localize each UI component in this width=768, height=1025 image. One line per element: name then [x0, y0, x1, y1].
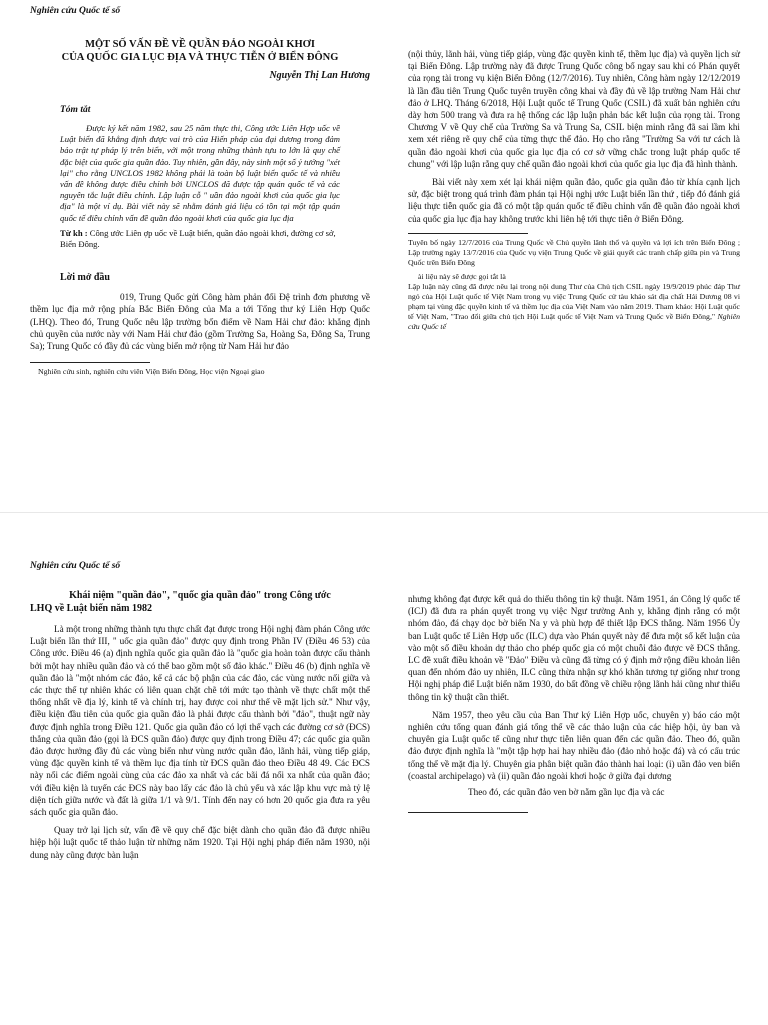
intro-heading: Lời mở đầu [60, 272, 110, 284]
footnote-3-text: Lập luận này cũng đã được nêu lại trong nội dung Thư của Chủ tịch CSIL ngày 19/9/2019 phúc đáp Thư ngỏ của Hội Luật quốc tế Việt Nam trong vụ việc Trung Quốc cử tàu khảo sát địa chất Hải Dương 08 vi phạm tại vùng đặc quyền kinh tế và thềm lục địa của Việt Nam vào năm 2019. Tham khảo: Hội Luật quốc tế Việt Nam, "Trao đổi giữa chủ tịch Hội Luật quốc tế Việt Nam và Trung Quốc về Biển Đông," [408, 281, 740, 321]
journal-header-2: Nghiên cứu Quốc tế số [30, 561, 121, 571]
page-one [0, 0, 768, 512]
abstract-heading: Tóm tắt [60, 105, 91, 115]
left-paragraph-2: Quay trở lại lịch sử, vấn đề về quy chế đặc biệt dành cho quần đảo đã được nhiều hiệp hội luật quốc tế thảo luận từ những năm 1920. Tại Hội nghị pháp điển năm 1930, nội dung này cũng được bàn luận [30, 825, 370, 860]
article-title-line1: MỘT SỐ VẤN ĐỀ VỀ QUẦN ĐẢO NGOÀI KHƠI [85, 39, 315, 50]
page-two-left-column [30, 561, 370, 861]
footnote-3-journal: Nghiên cứu Quốc tế [408, 311, 740, 331]
keywords-label: Từ kh : [60, 227, 88, 238]
right-paragraph-1: (nội thủy, lãnh hải, vùng tiếp giáp, vùng đặc quyền kinh tế, thềm lục địa) và quyền lịch sử tại Biển Đông. Lập trường này đã được Trung Quốc công bố ngay sau khi có Phán quyết của rọng tài trong vụ kiện Biển Đông (12/7/2016). Tuy nhiên, Công hàm ngày 12/12/2019 là lần đầu tiên Trung Quốc tuyên truyền công khai và đầy đủ về lập trường Nam Hải chư đảo ở LHQ. Tháng 6/2018, Hội Luật quốc tế Trung Quốc (CSIL) đã xuất bản nghiên cứu dày hơn 500 trang và đưa ra hệ thống các lập luận phản bác kết luận của rọng tài. Trong Chương V về Quy chế của Trường Sa và Trung Sa, CSIL biện minh rằng đã sai lầm khi xem xét riêng rẽ quy chế của từng thực thể đảo. Họ cho rằng "Trường Sa với tư cách là quần đảo ngoài khơi của quốc gia lục địa có cơ sở vững chắc trong luật pháp quốc tế chung" với lập luận rằng quy chế quần đảo ngoài khơi của quốc gia lục địa đã hình thành. [408, 49, 740, 169]
section-heading [30, 589, 370, 615]
footnote-divider [30, 362, 150, 363]
right-paragraph-1: nhưng không đạt được kết quả do thiếu thông tin kỹ thuật. Năm 1951, án Công lý quốc tế (ICJ) đã đưa ra phán quyết trong vụ việc Ngư trường Anh y, khẳng định rằng có một nhóm đảo, đá chạy dọc bờ biển Na y và phù hợp để thiết lập ĐCS thẳng. Năm 1956 Ủy ban Luật quốc tế Liên Hợp uốc (ILC) dựa vào Phán quyết này để đưa một số kết luận của vào một số điều khoản dự thảo cho phép quốc gia có một chuỗi đảo được vẽ ĐCS thẳng. LC đề xuất điều khoản về "Đảo" Điều và cũng đã từng có ý định mở rộng điều khoản liên quan đến nhóm đảo uy nhiên, ILC cũng thừa nhận sự khó khăn tương tự giống như trong Hội nghị pháp điể Luật biển năm 1930, do bất đồng về chiều rộng lãnh hải cũng như thiếu thông tin kỹ thuật cần thiết. [408, 594, 740, 702]
keywords [60, 228, 340, 250]
keywords-text: Công ước Liên ợp uốc về Luật biển, quần đảo ngoài khơi, đường cơ sở, Biển Đông. [60, 227, 336, 250]
right-paragraph-3: Theo đó, các quần đảo ven bờ nằm gần lục địa và các [468, 787, 665, 798]
abstract-text: Được ký kết năm 1982, sau 25 năm thực thi, Công ước Liên Hợp uốc về Luật biển đã khẳng định được vai trò của Hiến pháp của đại dương trong đảm bảo trật tự pháp lý trên biển, với một trong những thành tựu to lớn là quy chế đặc biệt của quốc gia quần đảo. Tuy nhiên, gần đây, này sinh một số ý tưởng "xét lại" cho rằng UNCLOS 1982 không phải là toàn bộ luật biển quốc tế và nhiều vấn đề không được điều chỉnh bởi UNCLOS đã được tập quán quốc tế và các nguyên tắc luật điều chỉnh. Lập luận cỗ " uần đảo ngoài khơi của quốc gia lục địa" là một ví dụ. Bài viết này sẽ nhằm đánh giá liệu có tồn tại một tập quán quốc tế điều chỉnh vấn đề quần đảo ngoài khơi của quốc gia lục địa [60, 123, 340, 223]
page-two-right-column [408, 589, 740, 817]
footnote-3 [408, 282, 740, 332]
author-footnote: Nghiên cứu sinh, nghiên cứu viên Viện Biển Đông, Học viện Ngoại giao [38, 367, 265, 377]
footnote-divider-p2 [408, 812, 528, 813]
author-name: Nguyễn Thị Lan Hương [269, 70, 370, 81]
right-paragraph-2: Năm 1957, theo yêu cầu của Ban Thư ký Liên Hợp uốc, chuyên y) báo cáo một nghiên cứu tổng quan đánh giá tổng thể về các thảo luận của các hiệp hội, ủy ban và chuyên gia Luật quốc tế cũng như thực tiễn liên quan đến các quần đảo. Theo đó, quần đảo được định nghĩa là "một tập hợp hai hay nhiều đảo (đảo nhỏ hoặc đá) và có cấu trúc tổng thể về mặt địa lý. Chuyên gia phân biệt quần đảo thành hai loại: (i) uần đảo ven biển (coastal archipelago) và (ii) quần đảo ngoài khơi hoặc ở giữa đại dương [408, 709, 740, 781]
article-title-line2: CỦA QUỐC GIA LỤC ĐỊA VÀ THỰC TIỄN Ở BIỂN ĐÔNG [61, 52, 339, 63]
right-paragraph-2: Bài viết này xem xét lại khái niệm quần đảo, quốc gia quần đảo từ khía cạnh lịch sử, đặc biệt trong quá trình đàm phán tại Hội nghị ước Luật biển lần thứ , tiếp đó đánh giá liệu thực tiễn quốc gia đã có một tập quán quốc tế điều chỉnh vấn đề quần đảo ngoài khơi của quốc gia lục địa hay không trước khi liên hệ tới thực tiễn ở Biển Đông. [408, 177, 740, 224]
page-one-right-column [408, 44, 740, 332]
article-title [30, 38, 370, 64]
page-two [0, 512, 768, 1025]
section-heading-line2: LHQ về Luật biển năm 1982 [30, 603, 152, 614]
footnote-2: ài liệu này sẽ được gọi tắt là [418, 271, 506, 281]
page-one-left-column [30, 6, 370, 377]
footnote-divider-right [408, 233, 528, 234]
left-paragraph-1: Là một trong những thành tựu thực chất đạt được trong Hội nghị đàm phán Công ước Luật biển lần thứ III, " uốc gia quần đảo" được quy định trong Phần IV (Điều 46 53) của Công ước. Điều 46 (a) định nghĩa quốc gia quần đảo là "quốc gia hoàn toàn được cấu thành bởi một hay nhiều quần đảo và có thể bao gồm một số đảo khác." Điều 46 (b) định nghĩa về quần đảo là "một nhóm các đảo, kể cả các bộ phận của các đảo, các vùng nước nối giữa và các thực thể tự nhiên khác có liên quan chặt chẽ tới mức tạo thành về thực chất một thể thống nhất về địa lý, kinh tế và chính trị, hay được coi như thế về mặt lịch sử." Như vậy, điều kiện đầu tiên của quốc gia quần đảo là phải được cấu thành bởi "đảo", thuật ngữ này được định nghĩa trong Điều 121. Quốc gia quần đảo có lợi thế vạch các đường cơ sở (ĐCS) thẳng của quần đảo (gọi là ĐCS quần đảo) được quy định trong Điều 47; các quốc gia quần đảo được hưởng đầy đủ các vùng biển như vùng nước quần đảo, lãnh hải, vùng tiếp giáp, vùng đặc quyền kinh tế và thềm lục địa tính từ ĐCS quần đảo theo Điều 48 49. Các ĐCS này nối các điểm ngoài cùng của các đảo xa nhất và các bãi đá nổi xa nhất của quần đảo; với điều kiện là tuyến các ĐCS này bao lấy các đảo là chủ yếu và xác lập khu vực mà tỷ lệ diện tích giữa nước và đất là giữa 1/1 và 9/1. Tính đến nay có hơn 20 quốc gia đưa ra yêu sách quốc gia quần đảo. [30, 624, 370, 818]
intro-paragraph: 019, Trung Quốc gửi Công hàm phản đối Đệ trình đơn phương về thềm lục địa mở rộng phía Bắc Biển Đông của Ma a tới Tổng thư ký Liên Hợp Quốc (LHQ). Theo đó, Trung Quốc nêu lập trường bốn điểm về Nam Hải chư đảo: khẳng định chủ quyền của nước này với Nam Hải chư đảo (gồm Trường Sa, Hoàng Sa, Đông Sa, Trung Sa); Trung Quốc có đầy đủ các vùng biển mở rộng từ Nam Hải hư đảo [30, 292, 370, 352]
journal-header: Nghiên cứu Quốc tế số [30, 6, 121, 16]
section-heading-line1: Khái niệm "quần đảo", "quốc gia quần đảo" trong Công ước [69, 590, 331, 601]
footnote-1: Tuyên bố ngày 12/7/2016 của Trung Quốc về Chủ quyền lãnh thổ và quyền và lợi ích trên Biển Đông ; Lập trường ngày 13/7/2016 của Quốc vụ viện Trung Quốc về giải quyết các tranh chấp giữa pin và Trung Quốc trên Biển Đông [408, 237, 740, 267]
